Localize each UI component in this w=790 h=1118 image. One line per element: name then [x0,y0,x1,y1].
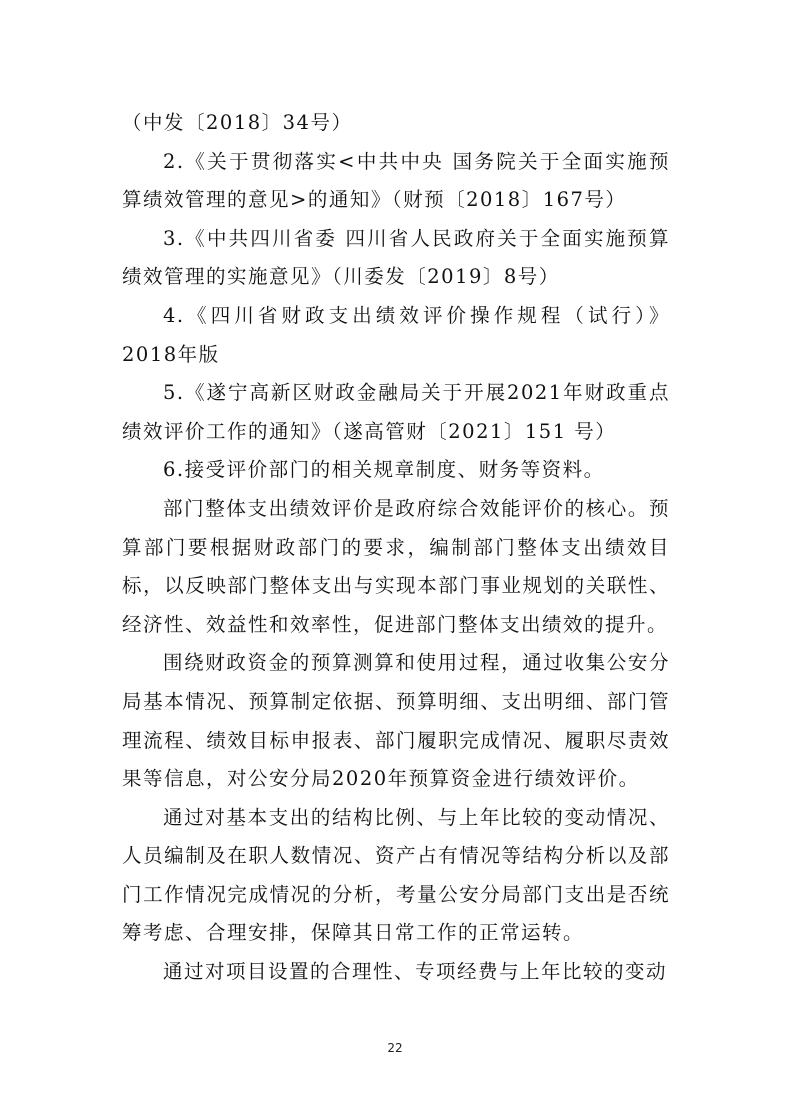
paragraph-basis-4: 4.《四川省财政支出绩效评价操作规程（试行）》2018年版 [122,303,670,366]
paragraph-project-settings: 通过对项目设置的合理性、专项经费与上年比较的变动 [163,960,668,984]
paragraph-basis-6: 6.接受评价部门的相关规章制度、财务等资料。 [163,458,605,482]
paragraph-basis-3: 3.《中共四川省委 四川省人民政府关于全面实施预算绩效管理的实施意见》（川委发〔2019〕8号） [122,226,670,289]
paragraph-basis-5: 5.《遂宁高新区财政金融局关于开展2021年财政重点绩效评价工作的通知》（遂高管财〔2021〕151 号） [122,381,670,443]
paragraph-basic-expenditure: 通过对基本支出的结构比例、与上年比较的变动情况、人员编制及在职人数情况、资产占有情况等结构分析以及部门工作情况完成情况的分析，考量公安分局部门支出是否统筹考虑、合理安排，保障其日常工作的正常运转。 [122,805,670,945]
paragraph-doc-number: （中发〔2018〕34号） [122,111,353,134]
document-body [122,104,670,992]
paragraph-evaluation-process: 围绕财政资金的预算测算和使用过程，通过收集公安分局基本情况、预算制定依据、预算明细、支出明细、部门管理流程、绩效目标申报表、部门履职完成情况、履职尽责效果等信息，对公安分局2020年预算资金进行绩效评价。 [122,651,670,791]
paragraph-evaluation-core: 部门整体支出绩效评价是政府综合效能评价的核心。预算部门要根据财政部门的要求，编制部门整体支出绩效目标，以反映部门整体支出与实现本部门事业规划的关联性、经济性、效益性和效率性，促进部门整体支出绩效的提升。 [122,496,670,636]
paragraph-basis-2: 2.《关于贯彻落实<中共中央 国务院关于全面实施预算绩效管理的意见>的通知》（财预〔2018〕167号） [122,149,670,212]
page-number: 22 [387,1041,403,1055]
